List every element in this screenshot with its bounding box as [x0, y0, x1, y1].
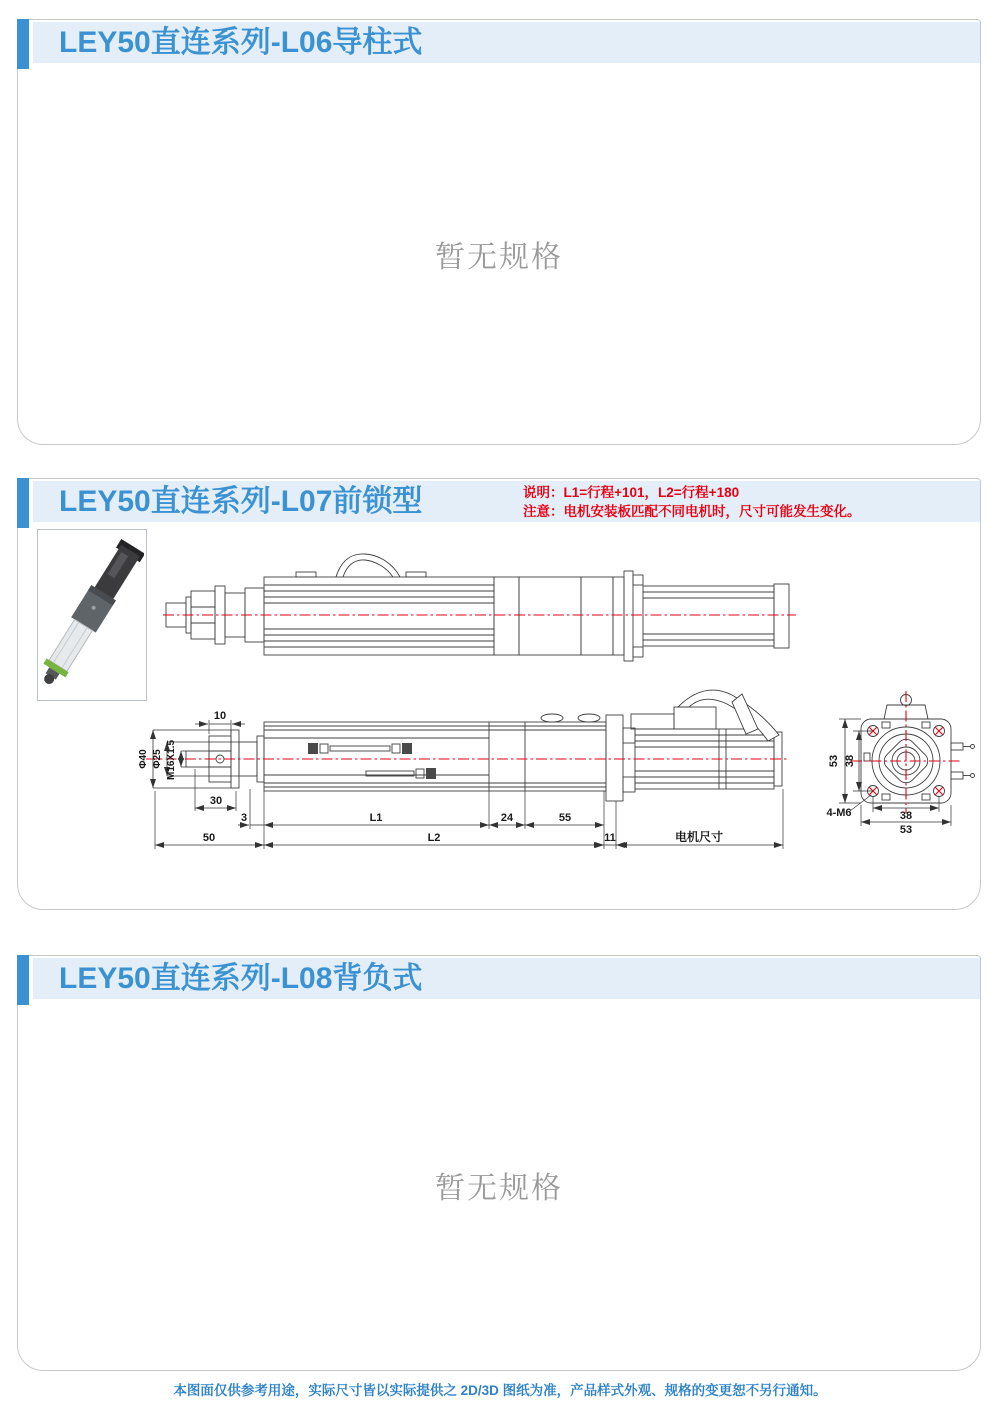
spec-notes [523, 483, 861, 521]
dim-3: 3 [240, 812, 248, 824]
dim-55: 55 [558, 812, 572, 824]
dim-24: 24 [500, 812, 514, 824]
dim-10: 10 [213, 710, 227, 722]
end-view-drawing [826, 691, 974, 836]
dim-l1: L1 [369, 812, 383, 824]
title-accent-bar [17, 19, 29, 69]
sensor-switch [308, 743, 318, 754]
dim-flange-38v: 38 [844, 754, 856, 768]
section-card-l08 [17, 955, 981, 1371]
sensor-switch [402, 743, 412, 754]
note-warning: 注意：电机安装板匹配不同电机时，尺寸可能发生变化。 [523, 504, 861, 519]
section-title-l08: LEY50直连系列-L08背负式 [59, 962, 423, 995]
sensor-switch [426, 768, 436, 779]
dim-motor-size: 电机尺寸 [674, 830, 724, 844]
technical-drawing [138, 539, 983, 869]
dim-50: 50 [202, 832, 216, 844]
motor-cable [678, 690, 779, 741]
dim-11: 11 [604, 832, 616, 844]
empty-spec-placeholder: 暂无规格 [435, 241, 563, 274]
section-card-l06 [17, 19, 981, 445]
side-view-drawing [163, 554, 796, 661]
dim-bolt-spec: 4-M6 [826, 807, 852, 819]
dimensioned-view-drawing [138, 690, 788, 849]
dim-dia40: Φ40 [138, 749, 149, 769]
section-card-l07 [17, 478, 981, 910]
section-title-l07: LEY50直连系列-L07前锁型 [59, 485, 423, 518]
title-accent-bar [17, 478, 29, 528]
dim-thread: M16X1.5 [166, 739, 177, 781]
dim-flange-53v: 53 [828, 754, 840, 768]
product-photo [38, 530, 144, 698]
footer-disclaimer: 本图面仅供参考用途，实际尺寸皆以实际提供之 2D/3D 图纸为准，产品样式外观、规格的变更恕不另行通知。 [173, 1383, 827, 1398]
dim-30: 30 [209, 795, 223, 807]
title-band [33, 958, 980, 999]
title-band [33, 22, 980, 63]
dim-dia25: Φ25 [152, 749, 163, 769]
note-formula: 说明：L1=行程+101，L2=行程+180 [523, 485, 740, 500]
dim-flange-38h: 38 [899, 810, 913, 822]
section-title-l06: LEY50直连系列-L06导柱式 [59, 26, 423, 59]
empty-spec-placeholder: 暂无规格 [435, 1172, 563, 1205]
product-photo-frame [37, 529, 147, 701]
title-accent-bar [17, 955, 29, 1005]
dim-l2: L2 [427, 832, 441, 844]
dim-flange-53h: 53 [899, 824, 913, 836]
